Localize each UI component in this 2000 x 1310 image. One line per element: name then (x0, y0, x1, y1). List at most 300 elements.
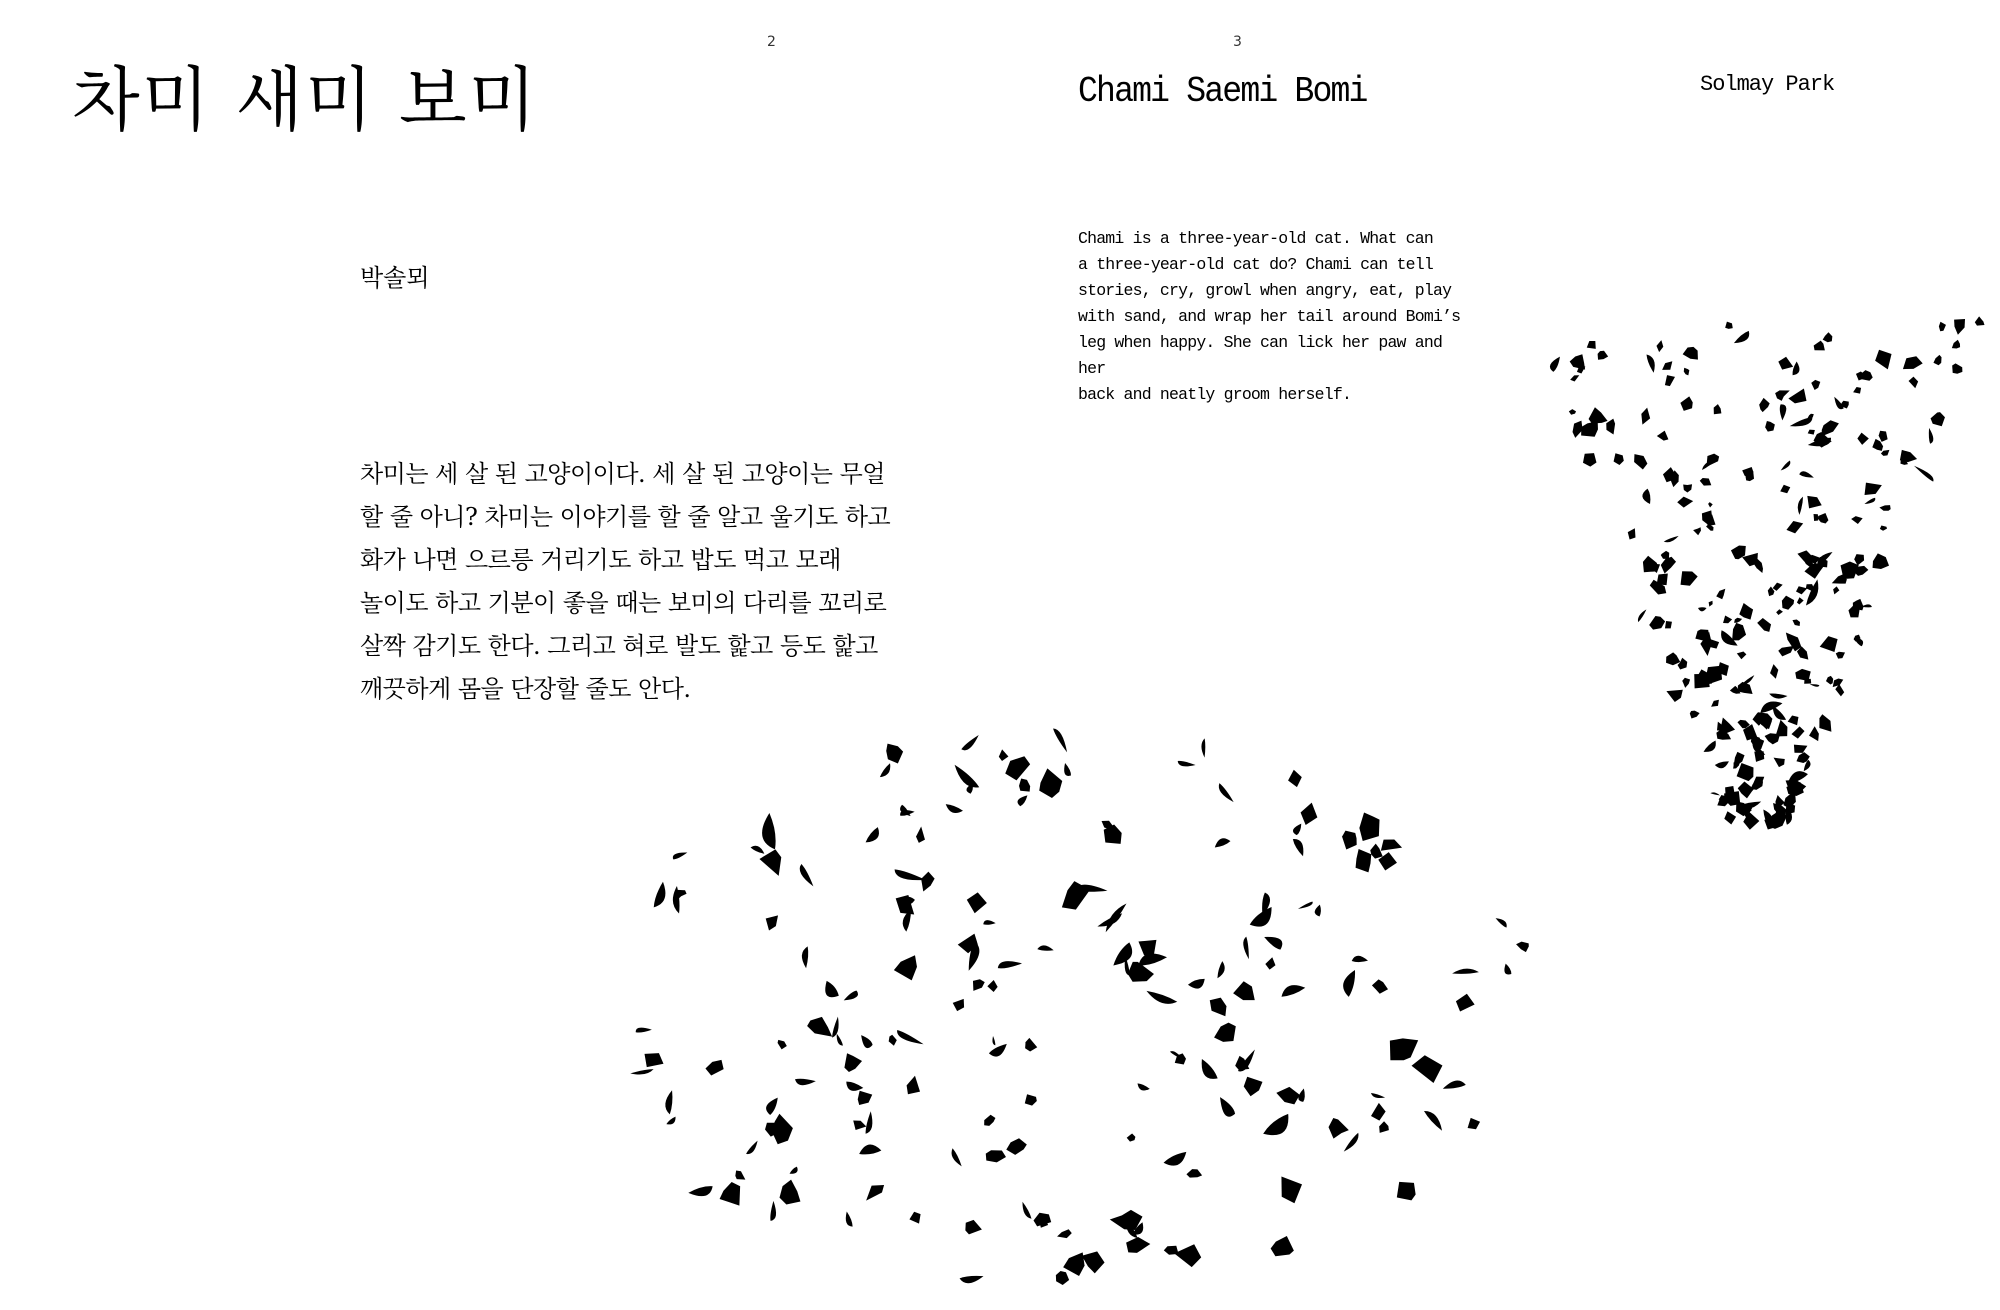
ink-fragment (1100, 823, 1125, 849)
ink-fragment (1741, 809, 1762, 830)
ink-fragment (963, 1218, 982, 1235)
ink-fragment (1804, 582, 1815, 592)
ink-fragment (1785, 804, 1793, 825)
ink-fragment (998, 749, 1009, 761)
ink-fragment (802, 946, 809, 968)
ink-fragment (991, 1036, 996, 1046)
ink-fragment (1796, 496, 1803, 515)
ink-fragment (1741, 465, 1755, 479)
ink-fragment (834, 1033, 844, 1047)
ink-fragment (1900, 457, 1908, 465)
ink-fragment (1699, 508, 1715, 526)
ink-fragment (1056, 1229, 1073, 1241)
ink-fragment (1856, 431, 1869, 445)
ink-fragment (1803, 561, 1826, 580)
ink-fragment (1464, 1115, 1482, 1133)
ink-fragment (1850, 598, 1866, 614)
ink-fragment (1710, 792, 1720, 796)
ink-fragment (865, 1111, 875, 1135)
ink-fragment (1001, 753, 1033, 784)
ink-fragment (1647, 614, 1667, 632)
ink-fragment (1381, 838, 1403, 854)
ink-fragment (1351, 955, 1368, 963)
ink-fragment (1237, 1048, 1258, 1074)
ink-fragment (1648, 579, 1669, 597)
ink-fragment (770, 1201, 778, 1222)
ink-fragment (1929, 410, 1946, 428)
ink-fragment (1213, 1022, 1238, 1043)
ink-fragment (1913, 463, 1935, 482)
ink-fragment (1285, 768, 1304, 789)
ink-fragment (1733, 329, 1752, 347)
ink-fragment (1846, 605, 1863, 622)
ink-fragment (1705, 635, 1721, 651)
ink-fragment (789, 1166, 799, 1177)
ink-fragment (1679, 396, 1696, 413)
ink-fragment (1626, 526, 1639, 541)
ink-fragment (1878, 430, 1888, 442)
ink-fragment (635, 1025, 652, 1033)
ink-fragment (1817, 633, 1842, 657)
ink-fragment (641, 1049, 667, 1072)
ink-fragment (1783, 802, 1797, 816)
ink-fragment (1032, 1210, 1053, 1230)
ink-fragment (1136, 948, 1167, 968)
ink-fragment (1586, 405, 1607, 425)
ink-fragment (1728, 541, 1749, 563)
ink-fragment (1853, 635, 1860, 642)
ink-fragment (1870, 437, 1884, 453)
ink-fragment (1596, 349, 1609, 360)
ink-fragment (844, 1053, 863, 1073)
ink-fragment (1452, 968, 1479, 975)
ink-fragment (1750, 734, 1762, 747)
ink-fragment (1205, 994, 1232, 1021)
ink-fragment (844, 1081, 864, 1094)
ink-fragment (1716, 715, 1735, 736)
ink-fragment (984, 1114, 996, 1126)
author-english: Solmay Park (1700, 72, 1835, 97)
ink-fragment (1908, 376, 1920, 390)
ink-fragment (1695, 629, 1709, 641)
ink-fragment (1056, 1271, 1069, 1285)
ink-fragment (1022, 1037, 1038, 1053)
ink-fragment (1790, 739, 1807, 756)
ink-fragment (831, 1016, 841, 1038)
ink-fragment (1122, 956, 1131, 976)
ink-fragment (1717, 629, 1739, 650)
ink-fragment (1778, 593, 1797, 612)
ink-fragment (1060, 763, 1072, 778)
ink-fragment (1343, 1132, 1361, 1154)
ink-fragment (1242, 937, 1250, 960)
ink-fragment (1791, 618, 1802, 628)
ink-fragment (806, 1015, 833, 1045)
ink-fragment (1856, 371, 1866, 381)
ink-fragment (1861, 604, 1872, 607)
ink-fragment (1787, 713, 1802, 728)
ink-fragment (908, 1210, 925, 1227)
ink-fragment (1852, 563, 1869, 577)
ink-fragment (1269, 1235, 1295, 1259)
ink-fragment (906, 1075, 922, 1095)
ink-fragment (1177, 760, 1196, 768)
ink-fragment (1700, 455, 1719, 471)
ink-fragment (997, 958, 1023, 971)
ink-fragment (1753, 712, 1773, 730)
ink-fragment (1703, 739, 1719, 756)
ink-fragment (666, 1116, 678, 1127)
ink-fragment (1762, 808, 1775, 827)
ink-fragment (1126, 1133, 1136, 1143)
ink-fragment (952, 998, 965, 1012)
ink-fragment (1739, 603, 1754, 620)
ink-fragment (1017, 777, 1032, 795)
body-text-english: Chami is a three-year-old cat. What can a three-year-old cat do? Chami can tell stories, cry, growl when angry, eat, play with sand, and wrap her tail around Bomi’s leg when happy. She can lick her paw and her back and neatly groom herself. (1078, 229, 1461, 404)
ink-fragment (1102, 900, 1127, 933)
ink-fragment (887, 1034, 899, 1047)
ink-fragment (1779, 404, 1789, 421)
body-text-korean: 차미는 세 살 된 고양이이다. 세 살 된 고양이는 무얼 할 줄 아니? 차미는 이야기를 할 줄 알고 울기도 하고 화가 나면 으르릉 거리기도 하고 밥도 먹고 모래 놀이도 하고 기분이 좋을 때는 보미의 다리를 꼬리로 살짝 감기도 한다. 그리고 혀로 발도 핥고 등도 핥고 깨끗하게 몸을 단장할 줄도 안다. (360, 460, 891, 703)
ink-fragment (1688, 668, 1715, 695)
page-number-right: 3 (1233, 34, 1242, 50)
ink-fragment (1442, 1079, 1466, 1091)
ink-fragment (1580, 451, 1597, 469)
ink-fragment (1016, 793, 1028, 808)
ink-fragment (1756, 616, 1773, 635)
ink-fragment (1695, 669, 1716, 689)
ink-fragment (1641, 408, 1650, 425)
ink-fragment (1163, 1244, 1180, 1257)
ink-fragment (1831, 396, 1845, 411)
ink-fragment (1799, 471, 1815, 479)
ink-fragment (1368, 843, 1383, 860)
title-english: Chami Saemi Bomi (1078, 71, 1367, 112)
ink-fragment (983, 919, 996, 926)
ink-fragment (688, 1184, 715, 1201)
right-fragment-cloud (1548, 316, 1984, 833)
ink-fragment (885, 742, 905, 765)
ink-fragment (1879, 504, 1891, 512)
ink-fragment (1933, 354, 1943, 366)
ink-fragment (1784, 767, 1808, 786)
ink-fragment (1764, 808, 1791, 832)
ink-fragment (1715, 589, 1728, 601)
ink-fragment (1836, 651, 1846, 659)
ink-fragment (1740, 549, 1760, 568)
ink-fragment (1768, 811, 1786, 829)
ink-fragment (775, 1179, 806, 1210)
ink-fragment (1370, 1093, 1385, 1100)
ink-fragment (1249, 904, 1278, 932)
ink-fragment (959, 1274, 984, 1284)
ink-fragment (1771, 581, 1784, 592)
ink-fragment (1272, 1170, 1308, 1207)
ink-fragment (988, 1042, 1010, 1060)
ink-fragment (857, 1034, 874, 1050)
ink-fragment (1806, 726, 1821, 744)
ink-fragment (1879, 524, 1887, 532)
ink-fragment (1730, 750, 1746, 767)
ink-fragment (1807, 412, 1815, 420)
ink-fragment (1952, 339, 1963, 351)
ink-fragment (1377, 851, 1398, 871)
ink-fragment (770, 1113, 793, 1144)
ink-fragment (1859, 476, 1883, 500)
ink-fragment (1279, 980, 1306, 999)
ink-fragment (1853, 635, 1865, 647)
author-korean: 박솔뫼 (360, 264, 430, 292)
ink-fragment (1814, 548, 1833, 567)
ink-fragment (1822, 332, 1835, 345)
ink-fragment (1516, 942, 1529, 953)
ink-fragment (1501, 963, 1513, 976)
ink-fragment (986, 980, 998, 993)
ink-fragment (865, 826, 883, 847)
ink-fragment (1649, 560, 1663, 574)
ink-fragment (1217, 961, 1227, 980)
ink-fragment (1495, 915, 1509, 928)
ink-fragment (1762, 814, 1780, 832)
ink-fragment (1864, 497, 1876, 507)
ink-fragment (1950, 362, 1964, 376)
ink-fragment (866, 1182, 884, 1204)
ink-fragment (893, 869, 926, 885)
ink-fragment (1772, 795, 1786, 809)
ink-fragment (1676, 494, 1694, 509)
ink-fragment (733, 1169, 746, 1184)
ink-fragment (1872, 553, 1890, 570)
ink-fragment (1871, 346, 1897, 372)
ink-fragment (966, 891, 989, 914)
ink-fragment (1753, 558, 1767, 574)
ink-fragment (1713, 659, 1733, 679)
ink-fragment (1749, 778, 1765, 794)
ink-fragment (968, 941, 981, 972)
ink-fragment (1134, 932, 1162, 960)
ink-fragment (1788, 388, 1806, 403)
title-korean: 차미 새미 보미 (72, 59, 539, 141)
ink-fragment (1052, 726, 1071, 752)
ink-fragment (944, 803, 964, 815)
ink-fragment (1682, 346, 1698, 359)
ink-fragment (1817, 713, 1833, 734)
ink-fragment (1136, 1083, 1150, 1093)
ink-fragment (1708, 501, 1714, 507)
ink-fragment (1830, 574, 1848, 588)
ink-fragment (764, 1095, 779, 1116)
ink-fragment (1758, 713, 1775, 731)
ink-fragment (1112, 941, 1137, 971)
ink-fragment (1725, 321, 1734, 329)
ink-fragment (1778, 356, 1793, 369)
ink-fragment (1216, 783, 1235, 805)
ink-fragment (1901, 353, 1924, 376)
ink-fragment (1753, 738, 1766, 753)
ink-fragment (969, 976, 986, 992)
ink-fragment (1662, 618, 1675, 631)
ink-fragment (1769, 802, 1783, 815)
ink-fragment (1700, 477, 1712, 486)
ink-fragment (1766, 586, 1776, 597)
ink-fragment (879, 762, 893, 779)
ink-fragment (1641, 488, 1652, 505)
ink-fragment (1854, 554, 1864, 566)
ink-fragment (1680, 676, 1692, 688)
ink-fragment (750, 844, 766, 854)
ink-fragment (1233, 981, 1255, 1000)
ink-fragment (1731, 761, 1740, 770)
ink-fragment (842, 1211, 854, 1228)
ink-fragment (1097, 912, 1124, 932)
ink-fragment (1423, 1108, 1447, 1132)
ink-fragment (1812, 431, 1833, 451)
ink-fragment (763, 912, 779, 932)
ink-fragment (1706, 523, 1715, 532)
ink-fragment (898, 804, 912, 819)
ink-fragment (1784, 778, 1807, 799)
ink-fragment (1300, 803, 1317, 826)
ink-fragment (1075, 884, 1108, 892)
ink-fragment (1786, 800, 1796, 811)
ink-fragment (1742, 674, 1756, 686)
ink-fragment (1836, 558, 1861, 584)
ink-fragment (1605, 418, 1616, 435)
ink-fragment (843, 989, 860, 1004)
ink-fragment (1776, 608, 1784, 615)
ink-fragment (1665, 687, 1683, 703)
ink-fragment (1742, 723, 1758, 741)
ink-fragment (1833, 586, 1840, 595)
ink-fragment (1758, 697, 1783, 715)
ink-fragment (665, 1090, 673, 1115)
ink-fragment (1731, 799, 1752, 819)
ink-fragment (1692, 525, 1702, 536)
ink-fragment (949, 1148, 963, 1168)
ink-fragment (1127, 961, 1154, 982)
ink-fragment (1185, 1167, 1202, 1180)
ink-fragment (1950, 316, 1968, 336)
ink-fragment (1291, 836, 1308, 857)
ink-fragment (653, 881, 669, 910)
ink-fragment (1781, 629, 1805, 652)
ink-fragment (1700, 661, 1727, 687)
ink-fragment (1214, 1096, 1238, 1119)
ink-fragment (1744, 469, 1757, 483)
ink-fragment (1656, 340, 1663, 352)
ink-fragment (1455, 993, 1475, 1012)
ink-fragment (985, 1149, 1006, 1163)
ink-fragment (1391, 1176, 1422, 1206)
ink-fragment (1825, 675, 1835, 685)
ink-fragment (797, 864, 815, 889)
ink-fragment (1100, 817, 1113, 831)
ink-fragment (704, 1055, 727, 1079)
ink-fragment (899, 894, 915, 909)
ink-fragment (1770, 720, 1792, 742)
ink-fragment (1767, 663, 1781, 680)
ink-fragment (1736, 780, 1755, 799)
ink-fragment (1769, 705, 1788, 723)
ink-fragment (1774, 387, 1792, 403)
ink-fragment (1796, 751, 1810, 764)
ink-fragment (1858, 368, 1874, 384)
ink-fragment (1263, 931, 1285, 950)
ink-fragment (820, 980, 841, 1002)
ink-fragment (1707, 600, 1713, 608)
ink-fragment (1705, 514, 1715, 526)
ink-fragment (1132, 1221, 1146, 1238)
ink-fragment (1367, 1102, 1388, 1123)
ink-fragment (1144, 990, 1177, 1007)
ink-fragment (1037, 945, 1053, 951)
ink-fragment (1881, 450, 1891, 457)
ink-fragment (1201, 738, 1205, 757)
ink-fragment (852, 1087, 873, 1109)
ink-fragment (1851, 513, 1864, 525)
ink-fragment (1378, 1121, 1391, 1135)
ink-fragment (1372, 979, 1389, 994)
ink-fragment (777, 1039, 787, 1050)
ink-fragment (966, 783, 973, 794)
ink-fragment (1737, 800, 1762, 811)
ink-fragment (1751, 710, 1769, 727)
ink-fragment (757, 845, 789, 876)
ink-fragment (1680, 570, 1699, 588)
ink-fragment (1797, 550, 1814, 562)
ink-fragment (1175, 1053, 1186, 1064)
ink-fragment (1834, 683, 1845, 697)
ink-fragment (1243, 1077, 1262, 1097)
ink-fragment (1803, 759, 1812, 772)
ink-fragment (1805, 579, 1822, 608)
ink-fragment (1021, 1091, 1039, 1108)
ink-fragment (1298, 901, 1314, 912)
ink-fragment (1783, 792, 1796, 808)
ink-fragment (671, 849, 687, 861)
ink-fragment (1314, 905, 1321, 917)
ink-fragment (1170, 1050, 1186, 1060)
ink-fragment (1610, 451, 1626, 467)
ink-fragment (1174, 1244, 1201, 1267)
ink-fragment (1275, 1085, 1301, 1105)
ink-fragment (893, 952, 926, 985)
ink-fragment (1233, 1056, 1252, 1075)
ink-fragment (1569, 409, 1577, 415)
ink-fragment (1769, 693, 1788, 699)
ink-fragment (1323, 1117, 1350, 1143)
ink-fragment (1811, 513, 1820, 523)
ink-fragment (1714, 727, 1733, 745)
ink-fragment (1656, 430, 1668, 442)
ink-fragment (1743, 811, 1752, 821)
ink-fragment (1750, 773, 1768, 790)
ink-fragment (1660, 550, 1672, 562)
ink-fragment (1188, 977, 1208, 992)
ink-fragment (1059, 880, 1090, 915)
ink-fragment (1661, 359, 1676, 374)
ink-fragment (1814, 555, 1831, 572)
ink-fragment (858, 1142, 882, 1156)
ink-fragment (1795, 596, 1804, 605)
ink-fragment (1063, 1248, 1090, 1276)
ink-fragment (1653, 569, 1672, 589)
ink-fragment (1721, 785, 1746, 810)
ink-fragment (1670, 470, 1679, 487)
ink-fragment (1265, 957, 1276, 970)
ink-fragment (1737, 681, 1755, 694)
ink-fragment (1712, 403, 1723, 416)
